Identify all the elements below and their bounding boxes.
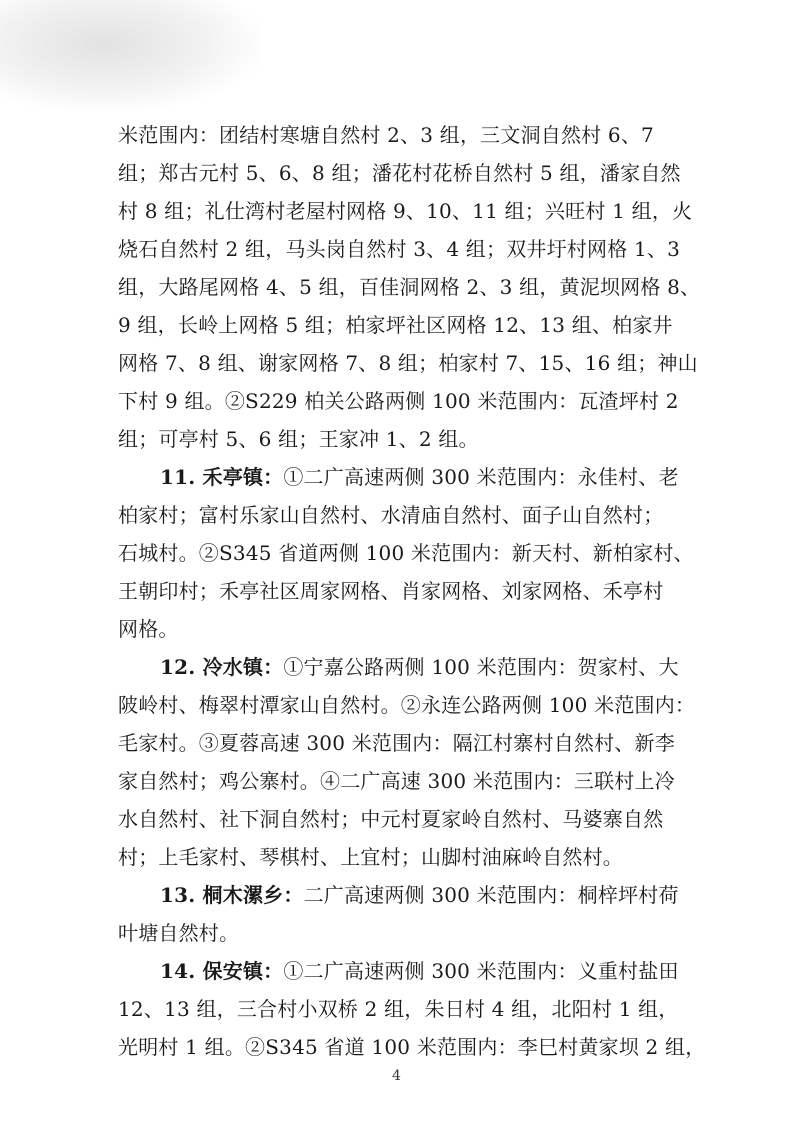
scan-smudge bbox=[0, 0, 260, 110]
section-first-line bbox=[160, 959, 678, 983]
text-line: 组；郑古元村 5、6、8 组；潘花村花桥自然村 5 组，潘家自然 bbox=[118, 161, 681, 185]
text-line: 光明村 1 组。②S345 省道 100 米范围内：李巳村黄家坝 2 组， bbox=[118, 1035, 706, 1059]
section-text: 二广高速两侧 300 米范围内：桐梓坪村荷 bbox=[303, 883, 679, 907]
text-line: 柏家村；富村乐家山自然村、水清庙自然村、面子山自然村； bbox=[118, 503, 664, 527]
text-line: 村 8 组；礼仕湾村老屋村网格 9、10、11 组；兴旺村 1 组，火 bbox=[118, 199, 693, 223]
text-line: 毛家村。③夏蓉高速 300 米范围内：隔江村寨村自然村、新李 bbox=[118, 731, 675, 755]
text-line: 石城村。②S345 省道两侧 100 米范围内：新天村、新柏家村、 bbox=[118, 541, 694, 565]
page-number: 4 bbox=[392, 1068, 401, 1084]
text-line: 米范围内：团结村寒塘自然村 2、3 组，三文洞自然村 6、7 bbox=[118, 123, 654, 147]
section-heading: 11. 禾亭镇： bbox=[160, 465, 284, 489]
text-line: 9 组，长岭上网格 5 组；柏家坪社区网格 12、13 组、柏家井 bbox=[118, 313, 673, 337]
text-line: 组；可亭村 5、6 组；王家冲 1、2 组。 bbox=[118, 427, 479, 451]
section-heading: 13. 桐木漯乡： bbox=[160, 883, 304, 907]
text-line: 陂岭村、梅翠村潭家山自然村。②永连公路两侧 100 米范围内： bbox=[118, 693, 696, 717]
section-text: ①二广高速两侧 300 米范围内：义重村盐田 bbox=[283, 959, 679, 983]
text-line: 家自然村；鸡公寨村。④二广高速 300 米范围内：三联村上冷 bbox=[118, 769, 675, 793]
text-line: 王朝印村；禾亭社区周家网格、肖家网格、刘家网格、禾亭村 bbox=[118, 579, 664, 603]
section-text: ①二广高速两侧 300 米范围内：永佳村、老 bbox=[283, 465, 679, 489]
section-first-line bbox=[160, 655, 678, 679]
section-first-line bbox=[160, 465, 678, 489]
text-line: 烧石自然村 2 组，马头岗自然村 3、4 组；双井圩村网格 1、3 bbox=[118, 237, 681, 261]
text-line: 下村 9 组。②S229 柏关公路两侧 100 米范围内：瓦渣坪村 2 bbox=[118, 389, 679, 413]
text-line: 12、13 组，三合村小双桥 2 组，朱日村 4 组，北阳村 1 组， bbox=[118, 997, 679, 1021]
section-heading: 14. 保安镇： bbox=[160, 959, 284, 983]
text-line: 网格。 bbox=[118, 617, 179, 641]
text-line: 水自然村、社下洞自然村；中元村夏家岭自然村、马婆寨自然 bbox=[118, 807, 664, 831]
section-heading: 12. 冷水镇： bbox=[160, 655, 284, 679]
text-line: 叶塘自然村。 bbox=[118, 921, 240, 945]
section-text: ①宁嘉公路两侧 100 米范围内：贺家村、大 bbox=[283, 655, 679, 679]
text-line: 组，大路尾网格 4、5 组，百佳洞网格 2、3 组，黄泥坝网格 8、 bbox=[118, 275, 701, 299]
text-line: 网格 7、8 组、谢家网格 7、8 组；柏家村 7、15、16 组；神山 bbox=[118, 351, 698, 375]
text-line: 村；上毛家村、琴棋村、上宜村；山脚村油麻岭自然村。 bbox=[118, 845, 623, 869]
section-first-line bbox=[160, 883, 678, 907]
